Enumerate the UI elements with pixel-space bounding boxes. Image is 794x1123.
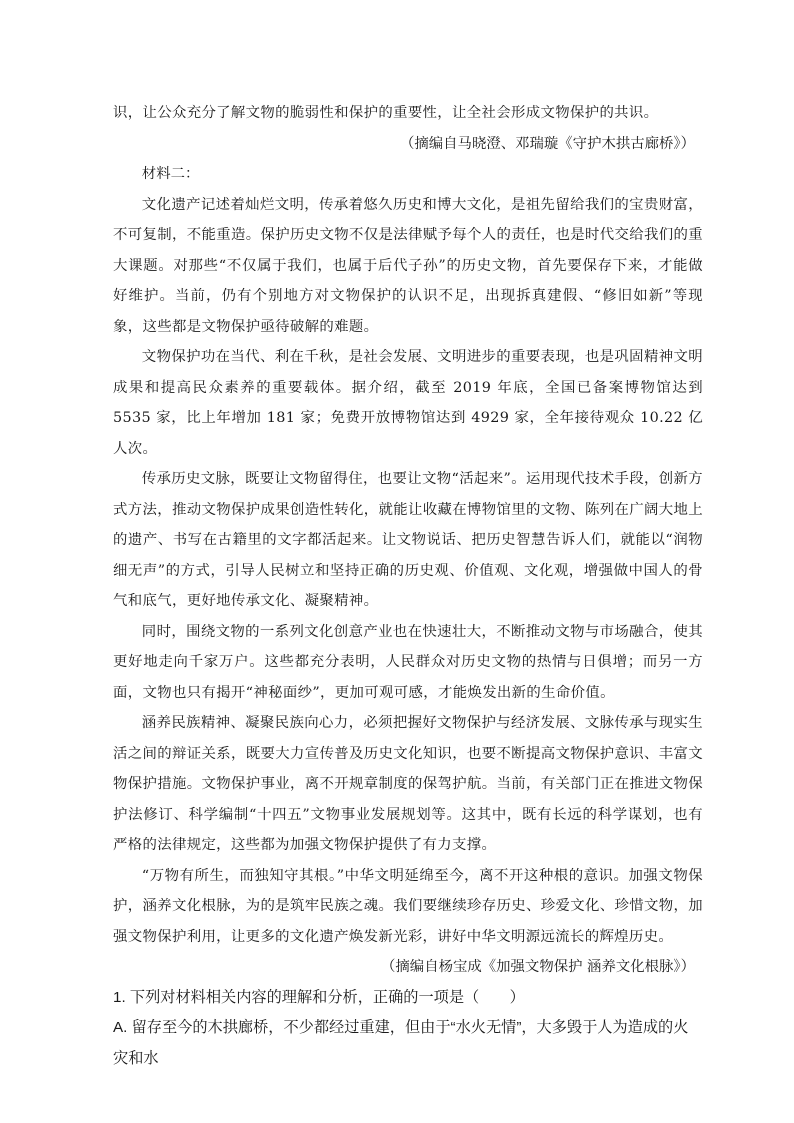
material2-source: （摘编自杨宝成《加强文物保护 涵养文化根脉》） <box>381 959 695 975</box>
material1-source: （摘编自马晓澄、邓瑞璇《守护木拱古廊桥》） <box>399 135 695 152</box>
paragraph-2: 文物保护功在当代、利在千秋，是社会发展、文明进步的重要表现，也是巩固精神文明成果和提高民众素养的重要载体。据介绍，截至 2019 年底，全国已备案博物馆达到 5535 家，比上年增加 181 家；免费开放博物馆达到 4929 家，全年接待观众 10.22 亿人次。 <box>113 349 703 457</box>
paragraph-5: 涵养民族精神、凝聚民族向心力，必须把握好文物保护与经济发展、文脉传承与现实生活之间的辩证关系，既要大力宣传普及历史文化知识，也要不断提高文物保护意识、丰富文物保护措施。文物保护事业，离不开规章制度的保驾护航。当前，有关部门正在推进文物保护法修订、科学编制“十四五”文物事业发展规划等。这其中，既有长远的科学谋划，也有严格的法律规定，这些都为加强文物保护提供了有力支撑。 <box>113 715 703 853</box>
question-stem: 1. 下列对材料相关内容的理解和分析，正确的一项是（ ） <box>113 988 525 1006</box>
paragraph-6: “万物有所生，而独知守其根。”中华文明延绵至今，离不开这种根的意识。加强文物保护，涵养文化根脉，为的是筑牢民族之魂。我们要继续珍存历史、珍爱文化、珍惜文物，加强文物保护利用，让更多的文化遗产焕发新光彩，讲好中华文明源远流长的辉煌历史。 <box>113 867 703 945</box>
document-page <box>113 98 703 1074</box>
paragraph-3: 传承历史文脉，既要让文物留得住，也要让文物“活起来”。运用现代技术手段，创新方式方法，推动文物保护成果创造性转化，就能让收藏在博物馆里的文物、陈列在广阔大地上的遗产、书写在古籍里的文字都活起来。让文物说话、把历史智慧告诉人们，就能以“润物细无声”的方式，引导人民树立和坚持正确的历史观、价值观、文化观，增强做中国人的骨气和底气，更好地传承文化、凝聚精神。 <box>113 471 703 609</box>
paragraph-1: 文化遗产记述着灿烂文明，传承着悠久历史和博大文化，是祖先留给我们的宝贵财富，不可复制，不能重造。保护历史文物不仅是法律赋予每个人的责任，也是时代交给我们的重大课题。对那些“不仅属于我们，也属于后代子孙”的历史文物，首先要保存下来，才能做好维护。当前，仍有个别地方对文物保护的认识不足，出现拆真建假、“修旧如新”等现象，这些都是文物保护亟待破解的难题。 <box>113 196 703 335</box>
material2-label: 材料二： <box>141 166 200 182</box>
paragraph-4: 同时，围绕文物的一系列文化创意产业也在快速壮大，不断推动文物与市场融合，使其更好地走向千家万户。这些都充分表明，人民群众对历史文物的热情与日俱增；而另一方面，文物也只有揭开“神秘面纱”，更加可观可感，才能焕发出新的生命价值。 <box>113 623 703 701</box>
question-option-a: A. 留存至今的木拱廊桥，不少都经过重建，但由于“水火无情”，大多毁于人为造成的火灾和水 <box>113 1019 689 1067</box>
material1-tail: 识，让公众充分了解文物的脆弱性和保护的重要性，让全社会形成文物保护的共识。 <box>113 105 659 121</box>
